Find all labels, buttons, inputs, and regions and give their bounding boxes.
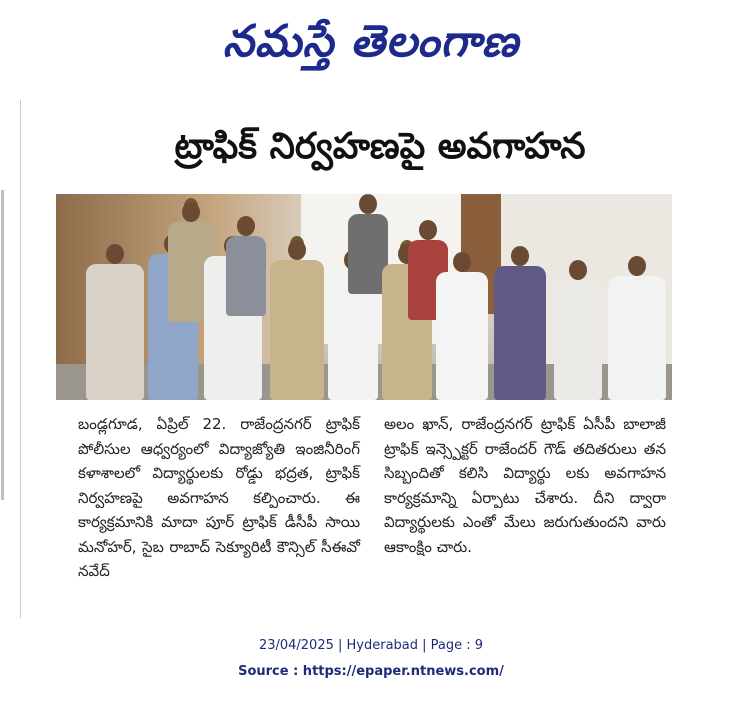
article-photo [56,194,672,400]
article-column-left [78,412,360,584]
publication-date-line: 23/04/2025 | Hyderabad | Page : 9 [258,638,484,653]
article-body [78,412,666,612]
article-column-right [384,412,666,559]
article-paragraph-right: అలం ఖాన్, రాజేంద్రనగర్ ట్రాఫిక్ ఏసీపీ బాలాజీ ట్రాఫిక్ ఇన్స్పెక్టర్ రాజేందర్ గౌడ్ తదితరులు తన సిబ్బందితో కలిసి విద్యార్థు లకు అవగాహన కార్యక్రమాన్ని ఏర్పాటు చేశారు. దీని ద్వారా విద్యార్థులకు ఎంతో మేలు జరుగుతుందని వారు ఆకాంక్షిం చారు. [384,415,666,556]
source-line: Source : https://epaper.ntnews.com/ [238,664,504,679]
article-paragraph-left: బండ్లగూడ, ఏప్రిల్ 22. రాజేంద్రనగర్ ట్రాఫిక్ పోలీసుల ఆధ్వర్యంలో విద్యాజ్యోతి ఇంజినీరింగ్ కళాశాలలో విద్యార్థులకు రోడ్డు భద్రత, ట్రాఫిక్ నిర్వహణపై అవగాహన కల్పించారు. ఈ కార్యక్రమానికి మాదా పూర్ ట్రాఫిక్ డీసీపీ సాయి మనోహర్, సైబ రాబాద్ సెక్యూరిటీ కౌన్సిల్ సీఈవో నవేద్ [78,415,360,580]
page-edge-mark [1,190,4,500]
article-headline: ట్రాఫిక్ నిర్వహణపై అవగాహన [174,126,586,167]
newspaper-masthead: నమస్తే తెలంగాణ [222,16,520,67]
